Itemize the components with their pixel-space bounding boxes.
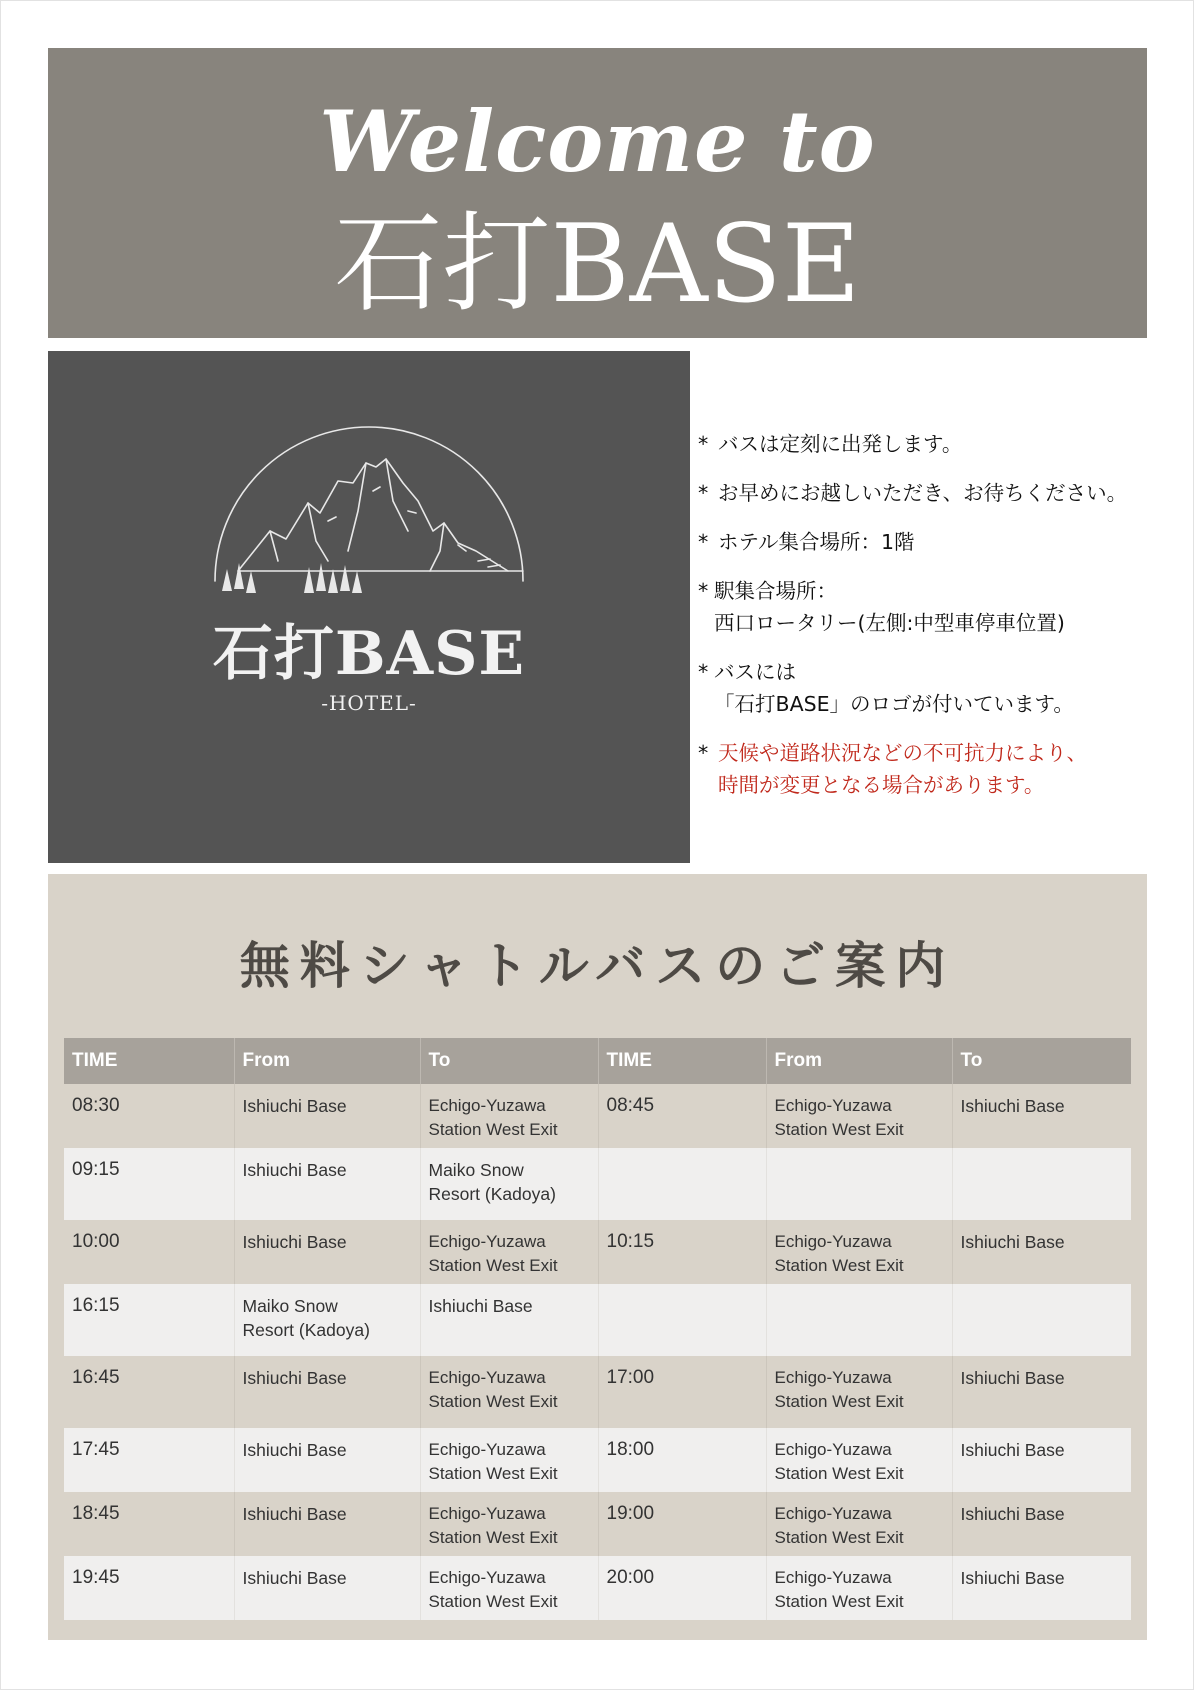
cell-return-time — [598, 1284, 766, 1356]
note-bullet: * — [698, 660, 709, 684]
cell-to: Echigo-Yuzawa Station West Exit — [420, 1084, 598, 1148]
note-bullet: * — [698, 481, 709, 505]
shuttle-section — [48, 874, 1147, 1640]
cell-return-time: 08:45 — [598, 1084, 766, 1148]
table-row — [64, 1220, 1131, 1284]
cell-from: Maiko Snow Resort (Kadoya) — [234, 1284, 420, 1356]
note-bullet: * — [698, 530, 709, 554]
hotel-logo-panel — [48, 351, 690, 863]
cell-to: Echigo-Yuzawa Station West Exit — [420, 1556, 598, 1620]
logo-wordmark: 石打BASE — [212, 619, 526, 689]
table-row — [64, 1148, 1131, 1220]
note-item — [698, 428, 1168, 460]
cell-to: Ishiuchi Base — [420, 1284, 598, 1356]
cell-return-to — [952, 1284, 1131, 1356]
cell-time: 19:45 — [64, 1556, 234, 1620]
cell-return-time: 19:00 — [598, 1492, 766, 1556]
cell-return-time: 18:00 — [598, 1428, 766, 1492]
cell-from: Ishiuchi Base — [234, 1428, 420, 1492]
cell-return-time: 20:00 — [598, 1556, 766, 1620]
cell-return-from: Echigo-Yuzawa Station West Exit — [766, 1492, 952, 1556]
cell-return-to: Ishiuchi Base — [952, 1356, 1131, 1428]
cell-to: Echigo-Yuzawa Station West Exit — [420, 1356, 598, 1428]
note-item — [698, 526, 1168, 558]
note-text: ホテル集合場所：1階 — [718, 530, 915, 554]
cell-return-from: Echigo-Yuzawa Station West Exit — [766, 1084, 952, 1148]
note-item — [698, 477, 1168, 509]
cell-time: 16:45 — [64, 1356, 234, 1428]
cell-return-to: Ishiuchi Base — [952, 1220, 1131, 1284]
cell-to: Echigo-Yuzawa Station West Exit — [420, 1220, 598, 1284]
note-bullet: * — [698, 741, 709, 765]
hotel-title: 石打BASE — [334, 202, 861, 327]
column-header: To — [420, 1038, 598, 1084]
table-row — [64, 1084, 1131, 1148]
welcome-text: Welcome to — [319, 92, 876, 191]
column-header: From — [766, 1038, 952, 1084]
cell-from: Ishiuchi Base — [234, 1556, 420, 1620]
cell-return-from: Echigo-Yuzawa Station West Exit — [766, 1428, 952, 1492]
cell-from: Ishiuchi Base — [234, 1084, 420, 1148]
cell-time: 10:00 — [64, 1220, 234, 1284]
column-header: To — [952, 1038, 1131, 1084]
schedule-body — [64, 1084, 1131, 1620]
note-item — [698, 575, 1168, 639]
logo-subtitle: -HOTEL- — [321, 691, 417, 715]
cell-return-from — [766, 1148, 952, 1220]
note-bullet: * — [698, 432, 709, 456]
cell-return-to: Ishiuchi Base — [952, 1428, 1131, 1492]
note-text: バスには 「石打BASE」のロゴが付いています。 — [714, 660, 1074, 716]
note-item — [698, 656, 1168, 720]
cell-from: Ishiuchi Base — [234, 1492, 420, 1556]
cell-return-time — [598, 1148, 766, 1220]
cell-return-from: Echigo-Yuzawa Station West Exit — [766, 1556, 952, 1620]
shuttle-title: 無料シャトルバスのご案内 — [239, 936, 956, 995]
cell-to: Echigo-Yuzawa Station West Exit — [420, 1492, 598, 1556]
note-text-warning: 天候や道路状況などの不可抗力により、 時間が変更となる場合があります。 — [718, 741, 1087, 797]
cell-return-to: Ishiuchi Base — [952, 1492, 1131, 1556]
note-item-warning — [698, 737, 1168, 801]
cell-time: 18:45 — [64, 1492, 234, 1556]
note-text: バスは定刻に出発します。 — [718, 432, 963, 456]
table-row — [64, 1492, 1131, 1556]
column-header: From — [234, 1038, 420, 1084]
cell-return-from: Echigo-Yuzawa Station West Exit — [766, 1356, 952, 1428]
cell-time: 16:15 — [64, 1284, 234, 1356]
cell-return-time: 10:15 — [598, 1220, 766, 1284]
table-row — [64, 1284, 1131, 1356]
shuttle-schedule-table — [64, 1038, 1131, 1620]
table-row — [64, 1356, 1131, 1428]
cell-return-from — [766, 1284, 952, 1356]
cell-from: Ishiuchi Base — [234, 1220, 420, 1284]
cell-return-to — [952, 1148, 1131, 1220]
cell-return-to: Ishiuchi Base — [952, 1084, 1131, 1148]
cell-to: Echigo-Yuzawa Station West Exit — [420, 1428, 598, 1492]
column-header: TIME — [64, 1038, 234, 1084]
column-header: TIME — [598, 1038, 766, 1084]
welcome-banner — [48, 48, 1147, 338]
cell-time: 17:45 — [64, 1428, 234, 1492]
table-row — [64, 1556, 1131, 1620]
table-row — [64, 1428, 1131, 1492]
note-text: お早めにお越しいただき、お待ちください。 — [718, 481, 1128, 505]
cell-time: 08:30 — [64, 1084, 234, 1148]
cell-return-to: Ishiuchi Base — [952, 1556, 1131, 1620]
cell-return-from: Echigo-Yuzawa Station West Exit — [766, 1220, 952, 1284]
cell-from: Ishiuchi Base — [234, 1148, 420, 1220]
cell-return-time: 17:00 — [598, 1356, 766, 1428]
table-header-row — [64, 1038, 1131, 1084]
notes-list — [698, 428, 1168, 818]
cell-time: 09:15 — [64, 1148, 234, 1220]
mountain-icon — [208, 421, 530, 621]
note-text: 駅集合場所： 西口ロータリー(左側:中型車停車位置) — [714, 579, 1065, 635]
cell-from: Ishiuchi Base — [234, 1356, 420, 1428]
note-bullet: * — [698, 579, 709, 603]
cell-to: Maiko Snow Resort (Kadoya) — [420, 1148, 598, 1220]
